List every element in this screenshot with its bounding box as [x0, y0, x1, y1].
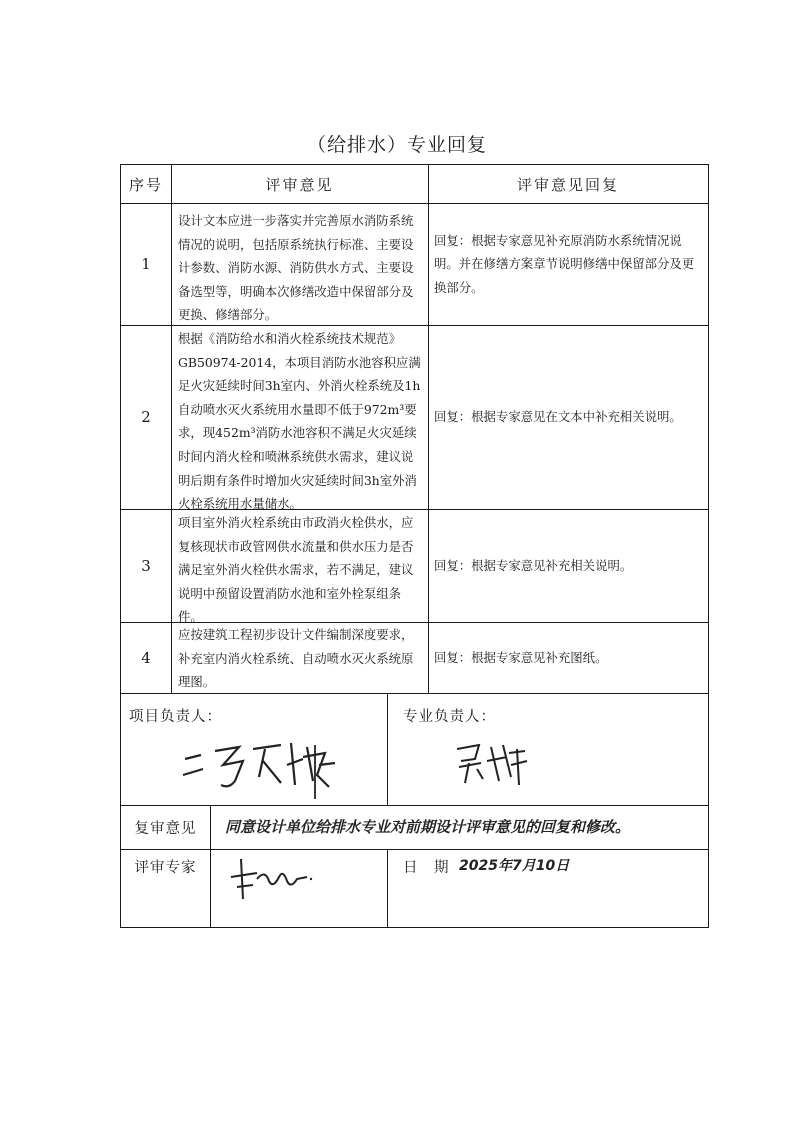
footer-label-divider	[210, 805, 211, 927]
review-comment: 同意设计单位给排水专业对前期设计评审意见的回复和修改。	[225, 818, 631, 836]
row-1-opinion: 设计文本应进一步落实并完善原水消防系统情况的说明，包括原系统执行标准、主要设计参数、消防水源、消防供水方式、主要设备选型等，明确本次修缮改造中保留部分及更换、修缮部分。	[178, 213, 414, 323]
discipline-lead-label: 专业负责人：	[403, 709, 496, 725]
row-1-seq: 1	[141, 255, 151, 273]
project-lead-label: 项目负责人：	[129, 709, 222, 725]
row-1-reply: 回复：根据专家意见补充原消防水系统情况说明。并在修缮方案章节说明修缮中保留部分及更换部分。	[434, 232, 695, 295]
row-4-reply: 回复：根据专家意见补充图纸。	[434, 649, 608, 665]
expert-signature	[227, 855, 317, 905]
row-2-opinion: 根据《消防给水和消火栓系统技术规范》GB50974-2014，本项目消防水池容积应满足火灾延续时间3h室内、外消火栓系统及1h自动喷水灭火系统用水量即不低于972m³要求，现452m³消防水池容积不满足火灾延续时间内消火栓和喷淋系统供水需求，建议说明后期有条件时增加火灾延续时间3h室外消火栓系统用水量储水。	[178, 331, 421, 512]
reply-column-divider	[428, 165, 429, 693]
row-4-seq: 4	[141, 648, 151, 667]
date-label: 日 期	[403, 860, 450, 876]
project-lead-signature	[179, 735, 349, 805]
date-value: 2025年7月10日	[459, 858, 570, 874]
row-3-reply: 回复：根据专家意见补充相关说明。	[434, 557, 633, 573]
row-2-seq: 2	[141, 408, 151, 426]
row-2-reply: 回复：根据专家意见在文本中补充相关说明。	[434, 409, 682, 425]
discipline-lead-signature	[453, 739, 533, 789]
page-title: （给排水）专业回复	[306, 134, 487, 156]
review-reply-form	[120, 164, 709, 928]
header-seq: 序号	[128, 175, 163, 194]
row-3-opinion: 项目室外消火栓系统由市政消火栓供水，应复核现状市政管网供水流量和供水压力是否满足室外消火栓供水需求，若不满足，建议说明中预留设置消防水池和室外栓泵组条件。	[178, 515, 414, 625]
header-opinion: 评审意见	[265, 175, 334, 194]
header-reply: 评审意见回复	[516, 175, 619, 194]
seq-column-divider	[171, 165, 172, 693]
signature-column-divider	[387, 693, 388, 805]
row-4-opinion: 应按建筑工程初步设计文件编制深度要求，补充室内消火栓系统、自动喷水灭火系统原理图。	[178, 627, 414, 690]
expert-label: 评审专家	[134, 859, 197, 876]
row-3-seq: 3	[141, 556, 151, 575]
date-column-divider	[387, 849, 388, 927]
review-label: 复审意见	[134, 820, 197, 837]
